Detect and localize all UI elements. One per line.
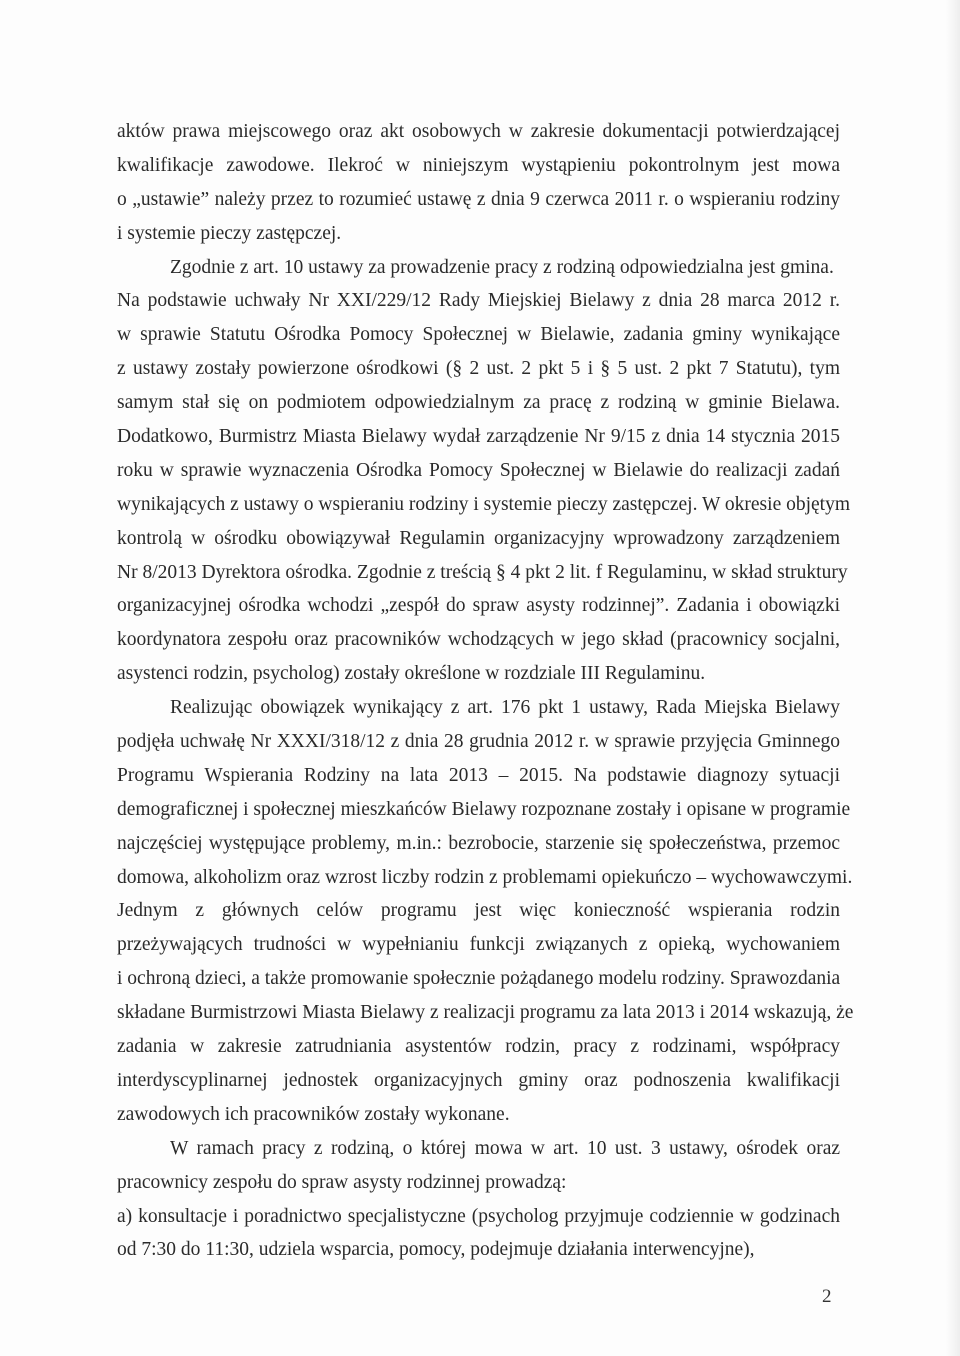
text-line: W ramach pracy z rodziną, o której mowa w art. 10 ust. 3 ustawy, ośrodek oraz xyxy=(170,1137,840,1159)
text-line: o „ustawie” należy przez to rozumieć ustawę z dnia 9 czerwca 2011 r. o wspieraniu rodziny xyxy=(117,188,840,210)
text-line: asystenci rodzin, psycholog) zostały określone w rozdziale III Regulaminu. xyxy=(117,663,706,685)
text-line: i ochroną dzieci, a także promowanie społecznie pożądanego modelu rodziny. Sprawozdania xyxy=(117,968,841,990)
text-line: przeżywających trudności w wypełnianiu funkcji związanych z opieką, wychowaniem xyxy=(117,934,840,956)
document-body xyxy=(117,115,854,1267)
text-line: pracownicy zespołu do spraw asysty rodzinnej prowadzą: xyxy=(117,1171,567,1193)
text-line: Dodatkowo, Burmistrz Miasta Bielawy wydał zarządzenie Nr 9/15 z dnia 14 stycznia 2015 xyxy=(117,426,840,448)
text-line: Realizując obowiązek wynikający z art. 176 pkt 1 ustawy, Rada Miejska Bielawy xyxy=(170,697,840,719)
text-line: i systemie pieczy zastępczej. xyxy=(117,222,342,244)
text-line: z ustawy zostały powierzone ośrodkowi (§ 2 ust. 2 pkt 5 i § 5 ust. 2 pkt 7 Statutu), tym xyxy=(117,358,840,380)
text-line: kontrolą w ośrodku obowiązywał Regulamin organizacyjny wprowadzony zarządzeniem xyxy=(117,527,840,549)
text-line: składane Burmistrzowi Miasta Bielawy z realizacji programu za lata 2013 i 2014 wskazują, że xyxy=(117,1002,854,1024)
text-line: podjęła uchwałę Nr XXXI/318/12 z dnia 28 grudnia 2012 r. w sprawie przyjęcia Gminnego xyxy=(117,731,840,753)
text-line: zadania w zakresie zatrudniania asystentów rodzin, pracy z rodzinami, współpracy xyxy=(117,1036,840,1058)
text-line: aktów prawa miejscowego oraz akt osobowych w zakresie dokumentacji potwierdzającej xyxy=(117,121,840,142)
text-line: Programu Wspierania Rodziny na lata 2013 – 2015. Na podstawie diagnozy sytuacji xyxy=(117,764,840,786)
text-line: samym stał się on podmiotem odpowiedzialnym za pracę z rodziną w gminie Bielawa. xyxy=(117,392,840,414)
text-line: najczęściej występujące problemy, m.in.: bezrobocie, starzenie się społeczeństwa, przemoc xyxy=(117,832,840,854)
text-line: interdyscyplinarnej jednostek organizacyjnych gminy oraz podnoszenia kwalifikacji xyxy=(117,1069,840,1091)
text-line: a) konsultacje i poradnictwo specjalistyczne (psycholog przyjmuje codziennie w godzinach xyxy=(117,1205,840,1227)
text-line: Jednym z głównych celów programu jest więc konieczność wspierania rodzin xyxy=(117,900,840,922)
page-number: 2 xyxy=(822,1286,832,1307)
text-line: w sprawie Statutu Ośrodka Pomocy Społecznej w Bielawie, zadania gminy wynikające xyxy=(117,324,840,346)
text-line: Na podstawie uchwały Nr XXI/229/12 Rady Miejskiej Bielawy z dnia 28 marca 2012 r. xyxy=(117,290,840,312)
text-line: koordynatora zespołu oraz pracowników wchodzących w jego skład (pracownicy socjalni, xyxy=(117,629,840,651)
text-line: od 7:30 do 11:30, udziela wsparcia, pomocy, podejmuje działania interwencyjne), xyxy=(117,1239,755,1261)
text-line: zawodowych ich pracowników zostały wykonane. xyxy=(117,1103,510,1125)
text-line: roku w sprawie wyznaczenia Ośrodka Pomocy Społecznej w Bielawie do realizacji zadań xyxy=(117,459,840,481)
text-line: demograficznej i społecznej mieszkańców Bielawy rozpoznane zostały i opisane w programie xyxy=(117,798,851,820)
text-line: Nr 8/2013 Dyrektora ośrodka. Zgodnie z treścią § 4 pkt 2 lit. f Regulaminu, w skład struktury xyxy=(117,561,848,583)
text-line: domowa, alkoholizm oraz wzrost liczby rodzin z problemami opiekuńczo – wychowawczymi. xyxy=(117,866,853,888)
text-line: organizacyjnej ośrodka wchodzi „zespół do spraw asysty rodzinnej”. Zadania i obowiązki xyxy=(117,595,840,617)
text-line: wynikających z ustawy o wspieraniu rodziny i systemie pieczy zastępczej. W okresie objętym xyxy=(117,493,851,515)
text-line: kwalifikacje zawodowe. Ilekroć w niniejszym wystąpieniu pokontrolnym jest mowa xyxy=(117,154,840,176)
text-line: Zgodnie z art. 10 ustawy za prowadzenie pracy z rodziną odpowiedzialna jest gmina. xyxy=(170,256,834,278)
page-edge-shadow xyxy=(946,0,960,1356)
